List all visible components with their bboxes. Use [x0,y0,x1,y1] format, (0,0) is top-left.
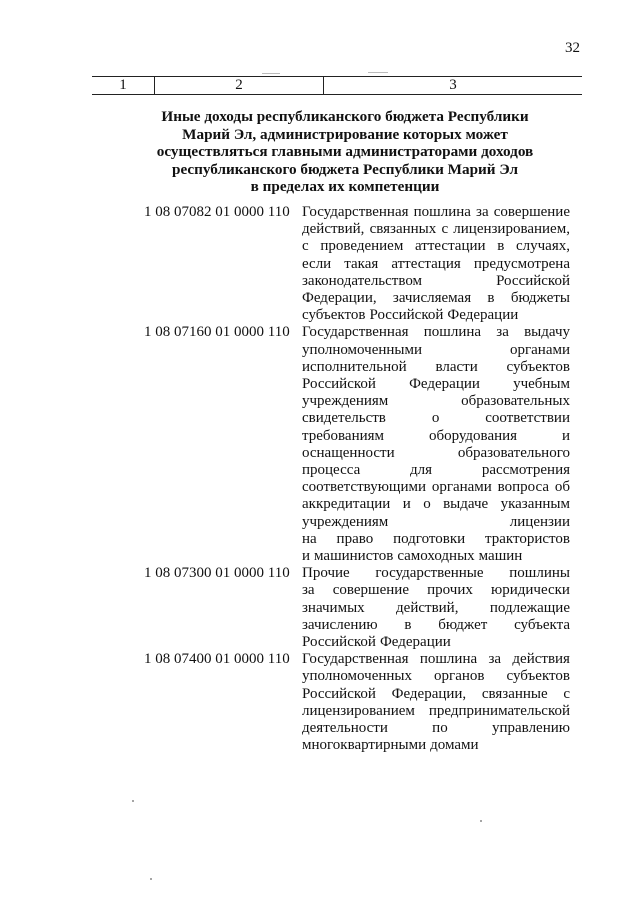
description-word: проведением [320,238,404,255]
description-word: значимых [302,599,365,616]
description-line [302,307,570,324]
description-word: Федерации, [391,685,467,702]
description-word: связанных [369,221,437,238]
description-word: субъекта [514,616,570,633]
description-word: Федерации, [302,290,377,307]
description-line [302,238,570,255]
description-word: действия [512,651,570,668]
description-word: уполномоченных [302,668,412,685]
description-word: случаях, [515,238,570,255]
description-line [302,514,570,531]
description-word: учебным [513,376,570,393]
description-word: указанным [500,496,570,513]
description-word: требованиям [302,427,385,444]
scan-speck [480,820,482,822]
description-word: субъектов [302,307,366,324]
scan-speck [150,878,152,880]
description-word: Федерации [409,376,480,393]
description-line [302,273,570,290]
scan-speck [132,800,134,802]
description-word: зачислению [302,616,378,633]
description-word: за [488,651,502,668]
description-word: машинистов [314,548,394,565]
description-word: учреждениям [302,393,389,410]
description-word: власти [435,358,478,375]
description-word: Российской [302,376,376,393]
description-word: выдаче [443,496,489,513]
description-word: трактористов [485,530,570,547]
description-word: самоходных [397,548,475,565]
description-line [302,582,570,599]
description-word: действий, [302,221,365,238]
description-line [302,686,570,703]
revenue-code-row [144,651,584,754]
description-line [302,290,570,307]
description-line [302,548,570,565]
description-word: многоквартирными [302,737,427,754]
revenue-code: 1 08 07160 01 0000 110 [144,324,290,341]
description-word: вопроса [497,479,550,496]
revenue-code: 1 08 07082 01 0000 110 [144,204,290,220]
description-word: учреждениям [302,513,389,530]
description-word: соответствующими [302,479,426,496]
description-word: Прочие [302,565,350,582]
description-word: законодательством [302,272,423,289]
description-line [302,410,570,427]
section-title-line: осуществляться главными администраторами доходов [156,143,534,160]
revenue-code: 1 08 07300 01 0000 110 [144,565,290,582]
description-word: подлежащие [489,599,570,616]
description-word: управлению [492,720,570,737]
description-word: связанные [481,685,548,702]
description-line [302,737,570,754]
description-word: в [487,290,495,307]
description-word: такая [344,255,379,272]
description-word: и [302,548,311,565]
description-word: об [554,479,570,496]
description-word: лицензированием [302,702,415,719]
description-word: действий, [396,599,459,616]
description-word: уполномоченными [302,341,423,358]
description-word: аттестации [415,238,486,255]
description-word: для [410,462,433,479]
description-word: лицензии [509,513,570,530]
description-word: Государственная [302,204,409,220]
description-line [302,720,570,737]
description-word: исполнительной [302,358,407,375]
description-word: Российской [302,634,376,651]
description-word: деятельности [302,720,388,737]
revenue-description [302,324,570,565]
description-line [302,531,570,548]
description-word: домами [430,737,479,754]
description-word: право [336,530,374,547]
description-word: предусмотрена [473,255,570,272]
revenue-description [302,651,570,754]
description-word: прочих [427,582,473,599]
description-word: оборудования [428,427,518,444]
description-word: если [302,255,332,272]
description-word: и [561,427,570,444]
description-word: с [563,685,570,702]
description-word: субъектов [506,358,570,375]
description-word: аттестация [391,255,461,272]
description-line [302,221,570,238]
description-word: выдачу [524,324,570,341]
description-word: подготовки [393,530,466,547]
description-word: с [302,238,309,255]
description-word: органами [509,341,570,358]
description-line [302,668,570,685]
revenue-description [302,565,570,651]
description-line [302,496,570,513]
description-word: свидетельств [302,410,386,427]
description-word: за [496,324,509,341]
description-word: Российской [369,307,444,324]
description-word: юридически [491,582,570,599]
description-word: Федерации [447,307,519,324]
description-word: образовательных [461,393,570,410]
description-word: по [432,720,448,737]
description-word: государственные [375,565,484,582]
revenue-code-row [144,204,584,324]
description-word: оснащенности [302,444,395,461]
column-header-row [92,77,582,95]
description-word: предпринимательской [428,702,570,719]
description-word: аккредитации [302,496,391,513]
description-line [302,703,570,720]
description-word: пошлина [419,651,478,668]
page-number: 32 [565,40,580,56]
column-header-2: 2 [155,77,324,95]
description-word: на [302,530,317,547]
description-word: о [423,496,431,513]
column-header-3: 3 [324,77,583,95]
description-word: субъектов [506,668,570,685]
description-word: совершение [332,582,409,599]
description-word: в [497,238,505,255]
revenue-code-row [144,565,584,651]
section-title-line: Марий Эл, администрирование которых может [182,125,508,143]
section-title [150,108,540,196]
description-word: процесса [302,462,361,479]
description-line [302,359,570,376]
scan-artifact [368,72,388,73]
description-word: лицензированием, [453,221,570,238]
description-word: о [431,410,440,427]
description-line [302,324,570,341]
description-word: Российской [302,685,376,702]
description-line [302,393,570,410]
description-line [302,479,570,496]
revenue-code: 1 08 07400 01 0000 110 [144,651,290,668]
description-word: и [402,496,411,513]
description-word: совершение [493,204,570,220]
section-title-line: республиканского бюджета Республики Марий Эл [172,160,518,178]
description-word: за [476,204,489,220]
revenue-code-row [144,324,584,565]
description-word: бюджет [438,616,488,633]
description-line [302,376,570,393]
description-word: Российской [496,272,570,289]
description-word: зачисляемая [392,290,472,307]
description-word: образовательного [457,444,570,461]
revenue-codes-list [144,204,584,755]
revenue-description [302,204,570,324]
description-line [302,256,570,273]
description-word: органами [431,479,492,496]
description-line [302,204,570,221]
description-line [302,651,570,668]
column-header-table [92,76,582,95]
description-line [302,342,570,359]
description-line [302,634,570,651]
description-word: с [441,221,449,238]
description-word: машин [478,548,523,565]
description-line [302,565,570,582]
description-word: органов [434,668,485,685]
section-title-line: в пределах их компетенции [250,178,440,195]
description-word: пошлины [509,565,570,582]
description-word: бюджеты [510,290,570,307]
description-line [302,445,570,462]
description-line [302,428,570,445]
description-word: пошлина [413,204,471,220]
description-word: Государственная [302,651,409,668]
description-word: Федерации [379,634,451,651]
description-word: за [302,582,315,599]
description-word: соответствии [485,410,570,427]
description-word: Государственная [302,324,409,341]
section-title-line: Иные доходы республиканского бюджета Республики [161,108,529,125]
description-word: рассмотрения [481,462,570,479]
description-word: в [404,616,412,633]
description-word: пошлина [423,324,482,341]
description-line [302,600,570,617]
column-header-1: 1 [92,77,155,95]
description-line [302,462,570,479]
scan-artifact [262,73,280,74]
description-line [302,617,570,634]
